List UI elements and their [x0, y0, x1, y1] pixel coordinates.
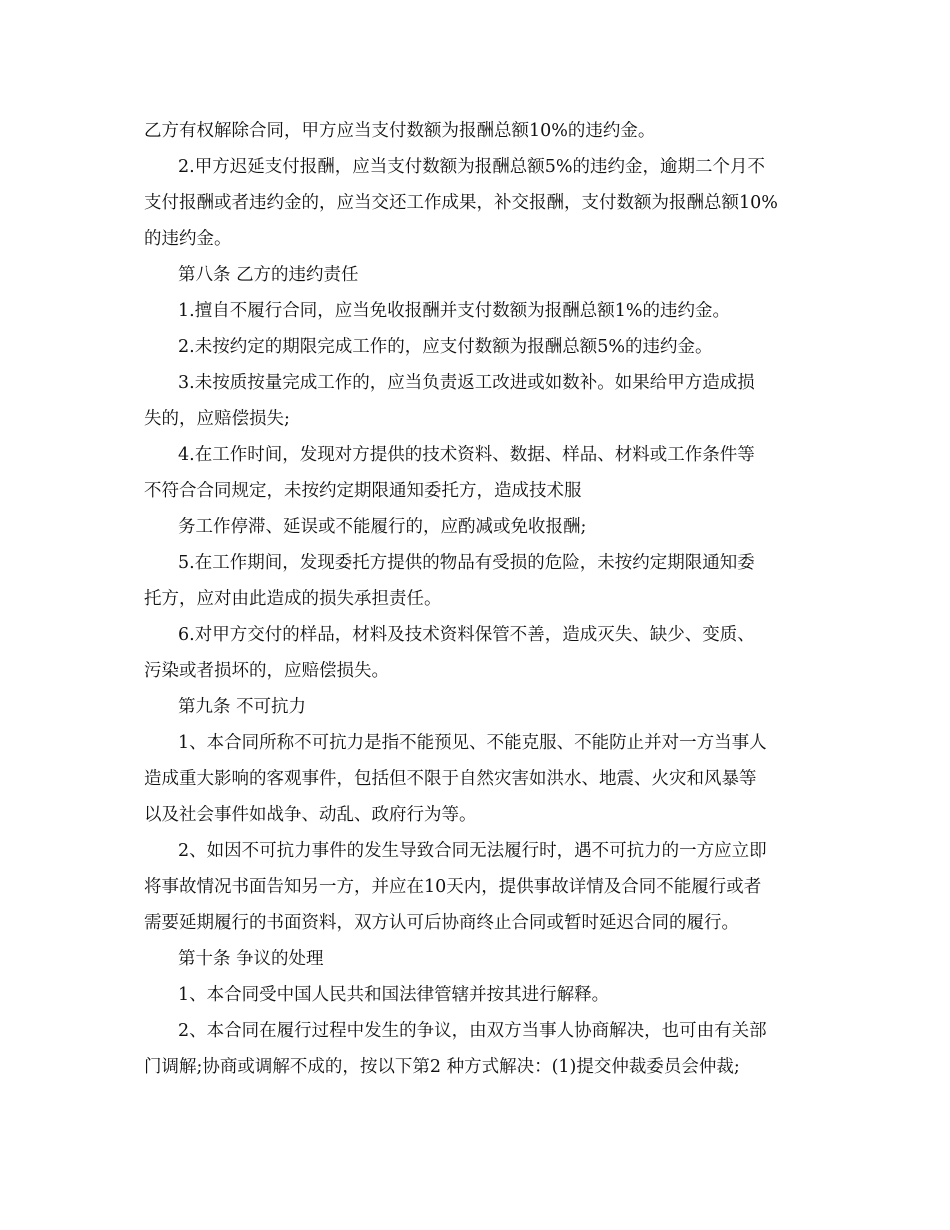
paragraph-line: 3.未按质按量完成工作的，应当负责返工改进或如数补。如果给甲方造成损: [178, 373, 755, 393]
paragraph-line: 托方，应对由此造成的损失承担责任。: [144, 589, 442, 609]
paragraph-line: 2、如因不可抗力事件的发生导致合同无法履行时，遇不可抗力的一方应立即: [178, 841, 767, 861]
paragraph-line: 4.在工作时间，发现对方提供的技术资料、数据、样品、材料或工作条件等: [178, 445, 755, 465]
paragraph-line: 5.在工作期间，发现委托方提供的物品有受损的危险，未按约定期限通知委: [178, 553, 755, 573]
paragraph-line: 的违约金。: [144, 229, 232, 249]
paragraph-line: 2.甲方迟延支付报酬，应当支付数额为报酬总额5%的违约金，逾期二个月不: [178, 157, 765, 177]
paragraph-line: 2、本合同在履行过程中发生的争议，由双方当事人协商解决，也可由有关部: [178, 1021, 767, 1041]
paragraph-line: 乙方有权解除合同，甲方应当支付数额为报酬总额10%的违约金。: [144, 121, 656, 141]
paragraph-line: 以及社会事件如战争、动乱、政府行为等。: [144, 805, 477, 825]
section-heading: 第九条 不可抗力: [178, 697, 307, 717]
paragraph-line: 需要延期履行的书面资料，双方认可后协商终止合同或暂时延迟合同的履行。: [144, 913, 739, 933]
section-heading: 第十条 争议的处理: [178, 949, 324, 969]
paragraph-line: 支付报酬或者违约金的，应当交还工作成果，补交报酬，支付数额为报酬总额10%: [144, 193, 778, 213]
section-heading: 第八条 乙方的违约责任: [178, 265, 359, 285]
paragraph-line: 失的，应赔偿损失;: [144, 409, 290, 429]
paragraph-line: 门调解;协商或调解不成的，按以下第2 种方式解决：(1)提交仲裁委员会仲裁;: [144, 1057, 740, 1077]
paragraph-line: 1、本合同受中国人民共和国法律管辖并按其进行解释。: [178, 985, 610, 1005]
paragraph-line: 务工作停滞、延误或不能履行的，应酌减或免收报酬;: [178, 517, 587, 537]
paragraph-line: 污染或者损坏的，应赔偿损失。: [144, 661, 389, 681]
paragraph-line: 造成重大影响的客观事件，包括但不限于自然灾害如洪水、地震、火灾和风暴等: [144, 769, 757, 789]
paragraph-line: 1、本合同所称不可抗力是指不能预见、不能克服、不能防止并对一方当事人: [178, 733, 767, 753]
paragraph-line: 1.擅自不履行合同，应当免收报酬并支付数额为报酬总额1%的违约金。: [178, 301, 730, 321]
paragraph-line: 2.未按约定的期限完成工作的，应支付数额为报酬总额5%的违约金。: [178, 337, 713, 357]
paragraph-line: 6.对甲方交付的样品，材料及技术资料保管不善，造成灭失、缺少、变质、: [178, 625, 755, 645]
paragraph-line: 不符合合同规定，未按约定期限通知委托方，造成技术服: [144, 481, 582, 501]
paragraph-line: 将事故情况书面告知另一方，并应在10天内，提供事故详情及合同不能履行或者: [144, 877, 762, 897]
